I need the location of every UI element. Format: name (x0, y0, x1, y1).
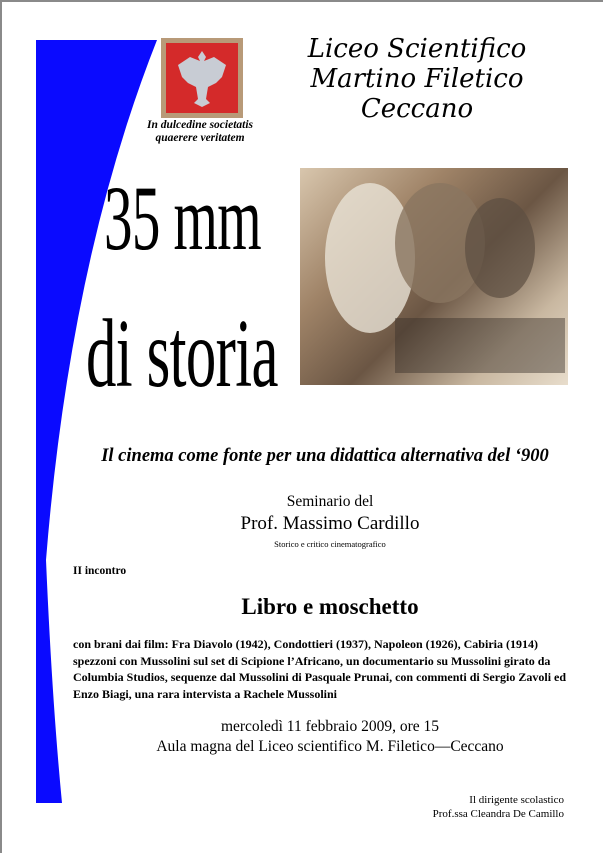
meeting-number: II incontro (73, 565, 127, 577)
photo-silhouettes (300, 168, 568, 385)
school-motto (130, 119, 270, 145)
event-location: Aula magna del Liceo scientifico M. Filetico—Ceccano (156, 738, 504, 755)
speaker-name: Prof. Massimo Cardillo (240, 513, 420, 534)
signature-name: Prof.ssa Cleandra De Camillo (432, 808, 564, 820)
signature-block (433, 793, 564, 821)
school-name (262, 34, 572, 124)
title-line-2: di storia (86, 300, 278, 408)
event-description: con brani dai film: Fra Diavolo (1942), Condottieri (1937), Napoleon (1926), Cabiria (1914) spezzoni con Mussolini sul set di Scipione l’Africano, un documentario su Mussolini girato da Columbia Studios, sequenze dal Mussolini di Pasquale Prunai, con commenti di Sergio Zavoli ed Enzo Biagi, una rara intervista a Rachele Mussolini (73, 637, 567, 701)
speaker-role: Storico e critico cinematografico (274, 539, 386, 549)
school-name-line: Ceccano (360, 94, 474, 124)
title-line-1: 35 mm (104, 167, 261, 269)
seminar-intro: Seminario del (286, 493, 374, 510)
eagle-icon (166, 43, 238, 113)
school-name-line: Liceo Scientifico (307, 34, 527, 64)
event-title: Libro e moschetto (241, 594, 419, 619)
school-name-line: Martino Filetico (310, 64, 524, 94)
historical-photo (300, 168, 568, 385)
signature-role: Il dirigente scolastico (469, 794, 564, 806)
event-date: mercoledì 11 febbraio 2009, ore 15 (220, 718, 440, 735)
motto-line: quaerere veritatem (155, 132, 245, 144)
school-crest-logo (161, 38, 243, 118)
subtitle: Il cinema come fonte per una didattica alternativa del ‘900 (101, 446, 549, 466)
motto-line: In dulcedine societatis (146, 119, 254, 131)
